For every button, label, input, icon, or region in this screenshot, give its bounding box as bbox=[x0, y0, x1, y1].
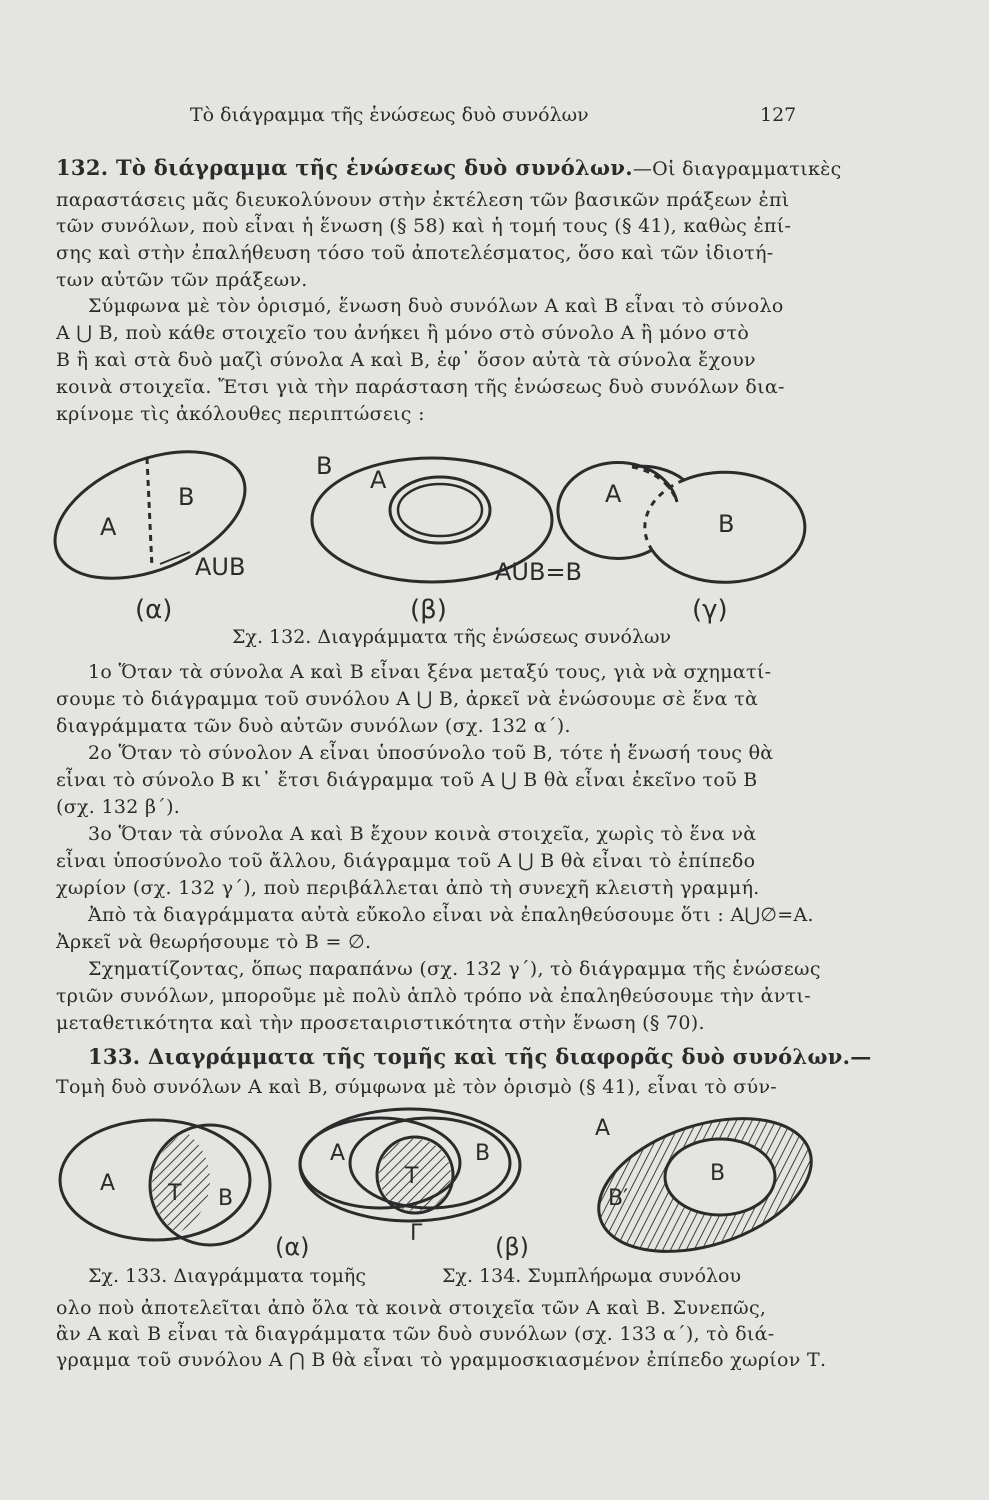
paragraph-line: παραστάσεις μᾶς διευκολύνουν στὴν ἐκτέλεση τῶν βασικῶν πράξεων ἐπὶ bbox=[56, 189, 790, 211]
paragraph-line: Ἀπὸ τὰ διαγράμματα αὐτὰ εὔκολο εἶναι νὰ ἐπαληθεύσουμε ὅτι : Α⋃∅=Α. bbox=[88, 904, 814, 926]
paragraph-line: ολο ποὺ ἀποτελεῖται ἀπὸ ὅλα τὰ κοινὰ στοιχεῖα τῶν Α καὶ Β. Συνεπῶς, bbox=[56, 1297, 767, 1319]
paragraph-line: τριῶν συνόλων, μποροῦμε μὲ πολὺ ἁπλὸ τρόπο νὰ ἐπαληθεύσουμε τὴν ἀντι- bbox=[56, 985, 811, 1007]
fig132a-label-a: A bbox=[100, 513, 117, 541]
paragraph-line: σης καὶ στὴν ἐπαλήθευση τόσο τοῦ ἀποτελέσματος, ὅσο καὶ τῶν ἰδιοτή- bbox=[56, 242, 774, 264]
paragraph-line: γραμμα τοῦ συνόλου Α ⋂ Β θὰ εἶναι τὸ γραμμοσκιασμένον ἐπίπεδο χωρίον Τ. bbox=[56, 1349, 827, 1371]
paragraph-line: ἂν Α καὶ Β εἶναι τὰ διαγράμματα τῶν δυὸ συνόλων (σχ. 133 α΄), τὸ διά- bbox=[56, 1323, 775, 1345]
paragraph-line: διαγράμματα τῶν δυὸ αὐτῶν συνόλων (σχ. 132 α΄). bbox=[56, 715, 571, 737]
fig132c-dashed-arc bbox=[645, 480, 684, 550]
section-133-heading: 133. Διαγράμματα τῆς τομῆς καὶ τῆς διαφορᾶς δυὸ συνόλων.— bbox=[88, 1044, 872, 1069]
section-132-heading: 132. Τὸ διάγραμμα τῆς ἑνώσεως δυὸ συνόλων. bbox=[56, 155, 633, 180]
fig132c-subfigure-label: (γ) bbox=[692, 595, 728, 625]
figure-132-caption: Σχ. 132. Διαγράμματα τῆς ἑνώσεως συνόλων bbox=[232, 626, 672, 648]
fig133b-subfigure-label: (β) bbox=[495, 1233, 530, 1261]
paragraph-line: —Οἱ διαγραμματικὲς bbox=[632, 158, 842, 180]
paragraph-line: Ἀρκεῖ νὰ θεωρήσουμε τὸ Β = ∅. bbox=[56, 931, 372, 953]
fig133b-label-t: T bbox=[405, 1164, 419, 1189]
fig132a-label-b: B bbox=[178, 483, 195, 511]
paragraph-line: κρίνομε τὶς ἀκόλουθες περιπτώσεις : bbox=[56, 403, 425, 425]
fig132b-union-label: AUB=B bbox=[495, 558, 583, 586]
figure-132 bbox=[40, 440, 820, 650]
paragraph-line: 2ο Ὅταν τὸ σύνολον Α εἶναι ὑποσύνολο τοῦ Β, τότε ἡ ἕνωσή τους θὰ bbox=[88, 742, 774, 764]
fig133a-label-t: T bbox=[168, 1181, 182, 1206]
paragraph-line: τῶν συνόλων, ποὺ εἶναι ἡ ἕνωση (§ 58) καὶ ἡ τομή τους (§ 41), καθὼς ἐπί- bbox=[56, 215, 792, 237]
figures-133-134 bbox=[50, 1105, 820, 1270]
fig132b-label-b: B bbox=[316, 452, 333, 480]
paragraph-line: σουμε τὸ διάγραμμα τοῦ συνόλου Α ⋃ Β, ἀρκεῖ νὰ ἑνώσουμε σὲ ἕνα τὰ bbox=[56, 688, 759, 710]
fig132b-subfigure-label: (β) bbox=[410, 595, 447, 625]
paragraph-line: Τομὴ δυὸ συνόλων Α καὶ Β, σύμφωνα μὲ τὸν ὁρισμὸ (§ 41), εἶναι τὸ σύν- bbox=[56, 1076, 778, 1098]
fig132a-subfigure-label: (α) bbox=[135, 595, 173, 625]
fig133a-subfigure-label: (α) bbox=[275, 1233, 310, 1261]
fig132b-inner-ellipse-2 bbox=[398, 484, 482, 536]
fig132c-label-a: A bbox=[605, 480, 622, 508]
fig132a-union-label: AUB bbox=[195, 553, 246, 581]
figure-134-caption: Σχ. 134. Συμπλήρωμα συνόλου bbox=[442, 1265, 742, 1287]
paragraph-line: χωρίον (σχ. 132 γ΄), ποὺ περιβάλλεται ἀπὸ τὴ συνεχῆ κλειστὴ γραμμή. bbox=[56, 877, 760, 899]
paragraph-line: Β ἢ καὶ στὰ δυὸ μαζὶ σύνολα Α καὶ Β, ἐφ᾽ ὅσον αὐτὰ τὰ σύνολα ἔχουν bbox=[56, 349, 756, 371]
fig133b-label-b: B bbox=[475, 1141, 491, 1166]
figure-133-caption: Σχ. 133. Διαγράμματα τομῆς bbox=[88, 1265, 366, 1287]
paragraph-line: 3ο Ὅταν τὰ σύνολα Α καὶ Β ἔχουν κοινὰ στοιχεῖα, χωρὶς τὸ ἕνα νὰ bbox=[88, 823, 757, 845]
page-number: 127 bbox=[760, 104, 797, 126]
paragraph-line: Σύμφωνα μὲ τὸν ὁρισμό, ἕνωση δυὸ συνόλων Α καὶ Β εἶναι τὸ σύνολο bbox=[88, 295, 784, 317]
fig132a-divider bbox=[147, 458, 152, 568]
paragraph-line: Σχηματίζοντας, ὅπως παραπάνω (σχ. 132 γ΄), τὸ διάγραμμα τῆς ἑνώσεως bbox=[88, 958, 821, 980]
paragraph-line: Α ⋃ Β, ποὺ κάθε στοιχεῖο του ἀνήκει ἢ μόνο στὸ σύνολο Α ἢ μόνο στὸ bbox=[56, 322, 750, 344]
paragraph-line: εἶναι ὑποσύνολο τοῦ ἄλλου, διάγραμμα τοῦ Α ⋃ Β θὰ εἶναι τὸ ἐπίπεδο bbox=[56, 850, 756, 872]
fig134-label-complement: B′ bbox=[608, 1186, 629, 1211]
paragraph-line: εἶναι τὸ σύνολο Β κι᾽ ἔτσι διάγραμμα τοῦ Α ⋃ Β θὰ εἶναι ἐκεῖνο τοῦ Β bbox=[56, 769, 758, 791]
fig134-label-a: A bbox=[595, 1116, 611, 1141]
fig132b-inner-ellipse bbox=[390, 477, 490, 543]
fig133a-label-a: A bbox=[100, 1171, 116, 1196]
paragraph-line: μεταθετικότητα καὶ τὴν προσεταιριστικότητα στὴν ἕνωση (§ 70). bbox=[56, 1012, 705, 1034]
paragraph-line: (σχ. 132 β΄). bbox=[56, 796, 181, 818]
paragraph-line: των αὐτῶν τῶν πράξεων. bbox=[56, 269, 308, 291]
fig133b-label-a: A bbox=[330, 1141, 346, 1166]
fig133b-label-gamma: Γ bbox=[410, 1221, 423, 1246]
fig133a-label-b: B bbox=[218, 1186, 234, 1211]
paragraph-line: κοινὰ στοιχεῖα. Ἔτσι γιὰ τὴν παράσταση τῆς ἑνώσεως δυὸ συνόλων δια- bbox=[56, 376, 785, 398]
running-header-title: Τὸ διάγραμμα τῆς ἑνώσεως δυὸ συνόλων bbox=[190, 104, 589, 126]
fig132b-label-a: A bbox=[370, 466, 387, 494]
section-132-first-line bbox=[56, 155, 842, 181]
fig132c-label-b: B bbox=[718, 510, 735, 538]
paragraph-line: 1ο Ὅταν τὰ σύνολα Α καὶ Β εἶναι ξένα μεταξύ τους, γιὰ νὰ σχηματί- bbox=[88, 661, 772, 683]
fig134-label-b: B bbox=[710, 1161, 726, 1186]
